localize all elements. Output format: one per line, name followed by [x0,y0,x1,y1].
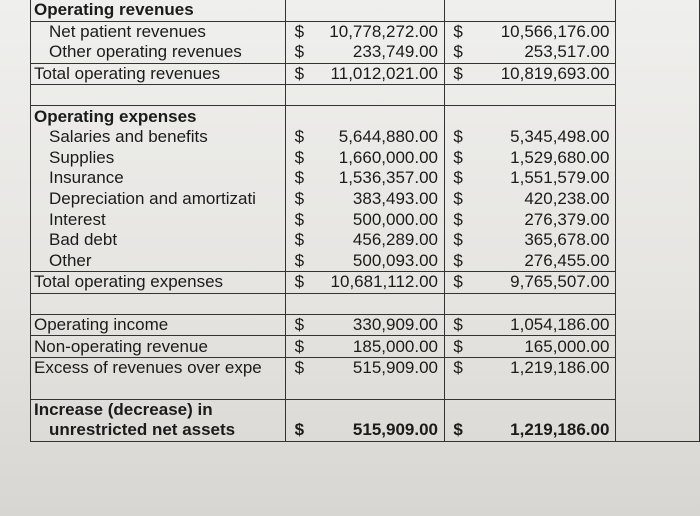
row-label: Salaries and benefits [31,127,286,148]
empty-cell [616,314,700,336]
prior-year-value: 1,054,186.00 [471,314,616,336]
table-row [31,63,700,85]
row-label: Supplies [31,148,286,169]
current-year-value: 1,660,000.00 [312,148,444,169]
empty-cell [616,336,700,358]
table-row [31,230,700,251]
table-row [31,21,700,42]
current-year-value [312,399,444,420]
row-label: Total operating expenses [31,272,286,294]
dollar-sign: $ [445,42,472,63]
empty-cell [616,251,700,272]
row-label [31,85,286,106]
current-year-value: 515,909.00 [312,420,444,441]
current-year-value: 500,000.00 [312,209,444,230]
table-row [31,189,700,210]
dollar-sign: $ [453,230,463,250]
prior-year-value: 253,517.00 [471,42,616,63]
empty-cell [616,189,700,210]
row-label: Bad debt [31,230,286,251]
dollar-sign: $ [286,251,313,272]
dollar-sign: $ [453,21,463,41]
dollar-sign: $ [286,336,313,358]
row-label: Operating expenses [31,106,286,127]
prior-year-value [471,379,616,400]
empty-cell [616,63,700,85]
prior-year-value [471,293,616,314]
prior-year-value: 1,219,186.00 [471,420,616,441]
table-row [31,293,700,314]
current-year-value: 10,778,272.00 [312,21,444,42]
row-label: Operating revenues [31,0,286,21]
table-row [31,314,700,336]
prior-year-value: 420,238.00 [471,189,616,210]
current-year-value: 1,536,357.00 [312,168,444,189]
dollar-sign: $ [286,420,313,441]
current-year-value: 233,749.00 [312,42,444,63]
prior-year-value: 9,765,507.00 [471,272,616,294]
row-label: unrestricted net assets [31,420,286,441]
table-row [31,420,700,441]
current-year-value: 515,909.00 [312,357,444,378]
table-row [31,336,700,358]
current-year-value: 11,012,021.00 [312,63,444,85]
dollar-sign: $ [445,251,472,272]
dollar-sign: $ [294,189,305,209]
empty-cell [616,357,700,378]
table-row [31,357,700,378]
table-row [31,127,700,148]
prior-year-value: 365,678.00 [471,230,616,251]
prior-year-value [471,399,616,420]
dollar-sign: $ [453,168,463,188]
dollar-sign: $ [294,21,305,41]
current-year-value [312,293,444,314]
row-label: Other [31,251,286,272]
empty-cell [616,127,700,148]
empty-cell [616,85,700,106]
dollar-sign: $ [294,230,305,250]
current-year-value: 456,289.00 [312,230,444,251]
row-label: Insurance [31,168,286,189]
current-year-value: 383,493.00 [312,189,444,210]
table-row [31,148,700,169]
row-label: Operating income [31,314,286,336]
prior-year-value: 5,345,498.00 [471,127,616,148]
current-year-value: 500,093.00 [312,251,444,272]
table-row [31,272,700,294]
dollar-sign [286,106,313,127]
empty-cell [616,293,700,314]
dollar-sign: $ [445,336,472,358]
dollar-sign: $ [294,209,305,229]
row-label: Net patient revenues [31,21,286,42]
table-row [31,168,700,189]
dollar-sign [286,85,313,106]
empty-cell [616,399,700,420]
table-row [31,106,700,127]
empty-cell [616,0,700,21]
row-label [31,379,286,400]
current-year-value [312,0,444,21]
dollar-sign: $ [294,168,305,188]
dollar-sign [445,85,472,106]
dollar-sign: $ [453,127,463,147]
dollar-sign: $ [286,272,313,294]
financial-statement-table [30,0,700,442]
dollar-sign [286,0,313,21]
current-year-value: 185,000.00 [312,336,444,358]
dollar-sign: $ [453,189,463,209]
empty-cell [616,272,700,294]
dollar-sign [286,293,313,314]
prior-year-value [471,106,616,127]
current-year-value [312,379,444,400]
dollar-sign [445,399,472,420]
dollar-sign: $ [294,358,305,378]
empty-cell [616,379,700,400]
current-year-value: 10,681,112.00 [312,272,444,294]
row-label: Excess of revenues over expe [31,357,286,378]
dollar-sign: $ [294,147,305,167]
prior-year-value: 276,379.00 [471,209,616,230]
empty-cell [616,106,700,127]
current-year-value: 330,909.00 [312,314,444,336]
prior-year-value: 1,219,186.00 [471,357,616,378]
current-year-value [312,85,444,106]
empty-cell [616,420,700,441]
row-label: Other operating revenues [31,42,286,63]
prior-year-value: 1,529,680.00 [471,148,616,169]
row-label: Total operating revenues [31,63,286,85]
table-row [31,209,700,230]
dollar-sign [445,0,472,21]
empty-cell [616,168,700,189]
empty-cell [616,42,700,63]
dollar-sign: $ [286,314,313,336]
dollar-sign [286,399,313,420]
empty-cell [616,209,700,230]
prior-year-value [471,85,616,106]
dollar-sign: $ [445,420,472,441]
prior-year-value: 165,000.00 [471,336,616,358]
table-row [31,399,700,420]
table-row [31,379,700,400]
dollar-sign: $ [453,358,463,378]
dollar-sign [445,379,472,400]
dollar-sign: $ [445,314,472,336]
current-year-value [312,106,444,127]
row-label: Depreciation and amortizati [31,189,286,210]
table-row [31,85,700,106]
row-label: Increase (decrease) in [31,399,286,420]
table-row [31,42,700,63]
table-row [31,251,700,272]
row-label: Non-operating revenue [31,336,286,358]
prior-year-value: 276,455.00 [471,251,616,272]
dollar-sign [286,379,313,400]
dollar-sign [445,293,472,314]
row-label [31,293,286,314]
empty-cell [616,148,700,169]
table-row [31,0,700,21]
prior-year-value: 10,819,693.00 [471,63,616,85]
dollar-sign: $ [445,63,472,85]
dollar-sign: $ [445,272,472,294]
dollar-sign: $ [294,127,305,147]
dollar-sign: $ [453,147,463,167]
dollar-sign [445,106,472,127]
row-label: Interest [31,209,286,230]
prior-year-value [471,0,616,21]
empty-cell [616,21,700,42]
current-year-value: 5,644,880.00 [312,127,444,148]
dollar-sign: $ [286,63,313,85]
prior-year-value: 1,551,579.00 [471,168,616,189]
empty-cell [616,230,700,251]
dollar-sign: $ [453,209,463,229]
dollar-sign: $ [286,42,313,63]
prior-year-value: 10,566,176.00 [471,21,616,42]
